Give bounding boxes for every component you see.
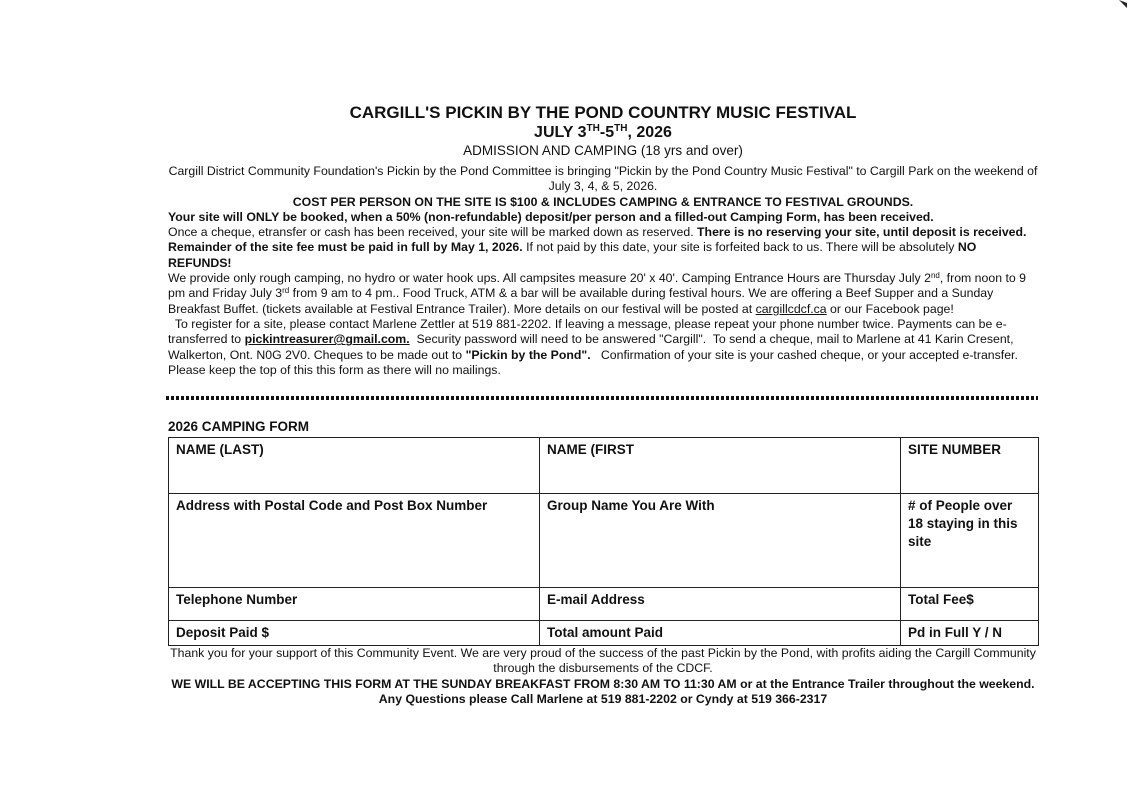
tear-off-dotted-line [166,396,1038,400]
festival-details [168,164,1038,378]
address-field[interactable]: Address with Postal Code and Post Box Number [169,494,540,588]
last-name-field[interactable]: NAME (LAST) [169,438,540,494]
flyer-footer [168,646,1038,707]
form-row-address [169,494,1039,588]
total-paid-field[interactable]: Total amount Paid [540,621,901,646]
corner-scan-mark [1119,0,1127,8]
admission-subtitle: ADMISSION AND CAMPING (18 yrs and over) [463,143,743,158]
cost-statement: COST PER PERSON ON THE SITE IS $100 & INCLUDES CAMPING & ENTRANCE TO FESTIVAL GROUNDS. [292,194,914,209]
camping-form-table [168,437,1039,646]
contact-questions-note: Any Questions please Call Marlene at 519 881-2202 or Cyndy at 519 366-2317 [378,691,828,706]
registration-paragraph: To register for a site, please contact Marlene Zettler at 519 881-2202. If leaving a message, please repeat your phone number twice. Payments can be e-transferred to pickintreasurer@gmail.com. Security password will need to be answered "Cargill". To send a cheque, mail to Marlene at 41 Karin Cresent, Walkerton, Ont. N0G 2V0. Cheques to be made out to "Pickin by the Pond". Confirmation of your site is your cashed cheque, or your accepted e-transfer. Please keep the top of this this form as there will no mailings. [168,316,1025,377]
website-link[interactable]: cargillcdcf.ca [755,301,827,316]
deposit-paid-field[interactable]: Deposit Paid $ [169,621,540,646]
festival-dates: JULY 3TH-5TH, 2026 [534,123,672,141]
group-name-field[interactable]: Group Name You Are With [540,494,901,588]
festival-title: CARGILL'S PICKIN BY THE POND COUNTRY MUSIC FESTIVAL [349,103,857,122]
email-field[interactable]: E-mail Address [540,588,901,621]
first-name-field[interactable]: NAME (FIRST [540,438,901,494]
form-row-names [169,438,1039,494]
form-row-payment [169,621,1039,646]
intro-paragraph: Cargill District Community Foundation's Pickin by the Pond Committee is bringing "Pickin by the Pond Country Music Festival" to Cargill Park on the weekend of July 3, 4, & 5, 2026. [168,164,1038,194]
flyer-header [168,103,1038,159]
booking-statement: Your site will ONLY be booked, when a 50% (non-refundable) deposit/per person and a filled-out Camping Form, has been received. [168,209,934,224]
form-row-contact [169,588,1039,621]
camping-info-paragraph: We provide only rough camping, no hydro or water hook ups. All campsites measure 20' x 40'. Camping Entrance Hours are Thursday July 2nd, from noon to 9 pm and Friday July 3rd from 9 am to 4 pm.. Food Truck, ATM & a bar will be available during festival hours. We are offering a Beef Supper and a Sunday Breakfast Buffet. (tickets available at Festival Entrance Trailer). More details on our festival will be posted at cargillcdcf.ca or our Facebook page! [168,271,1026,316]
site-number-field[interactable]: SITE NUMBER [901,438,1039,494]
telephone-field[interactable]: Telephone Number [169,588,540,621]
treasurer-email-link[interactable]: pickintreasurer@gmail.com. [244,332,410,347]
total-fee-field[interactable]: Total Fee$ [901,588,1039,621]
form-acceptance-note: WE WILL BE ACCEPTING THIS FORM AT THE SUNDAY BREAKFAST FROM 8:30 AM TO 11:30 AM or at the Entrance Trailer throughout the weekend. [171,676,1035,691]
camping-form-title: 2026 CAMPING FORM [168,419,310,434]
paid-in-full-field[interactable]: Pd in Full Y / N [901,621,1039,646]
thank-you-note: Thank you for your support of this Community Event. We are very proud of the success of the past Pickin by the Pond, with profits aiding the Cargill Community through the disbursements of the CDCF. [170,646,1036,676]
reservation-paragraph: Once a cheque, etransfer or cash has been received, your site will be marked down as reserved. There is no reserving your site, until deposit is received. Remainder of the site fee must be paid in full by May 1, 2026. If not paid by this date, your site is forfeited back to us. There will be absolutely NO REFUNDS! [168,225,1027,270]
people-count-field[interactable]: # of People over 18 staying in this site [901,494,1039,588]
